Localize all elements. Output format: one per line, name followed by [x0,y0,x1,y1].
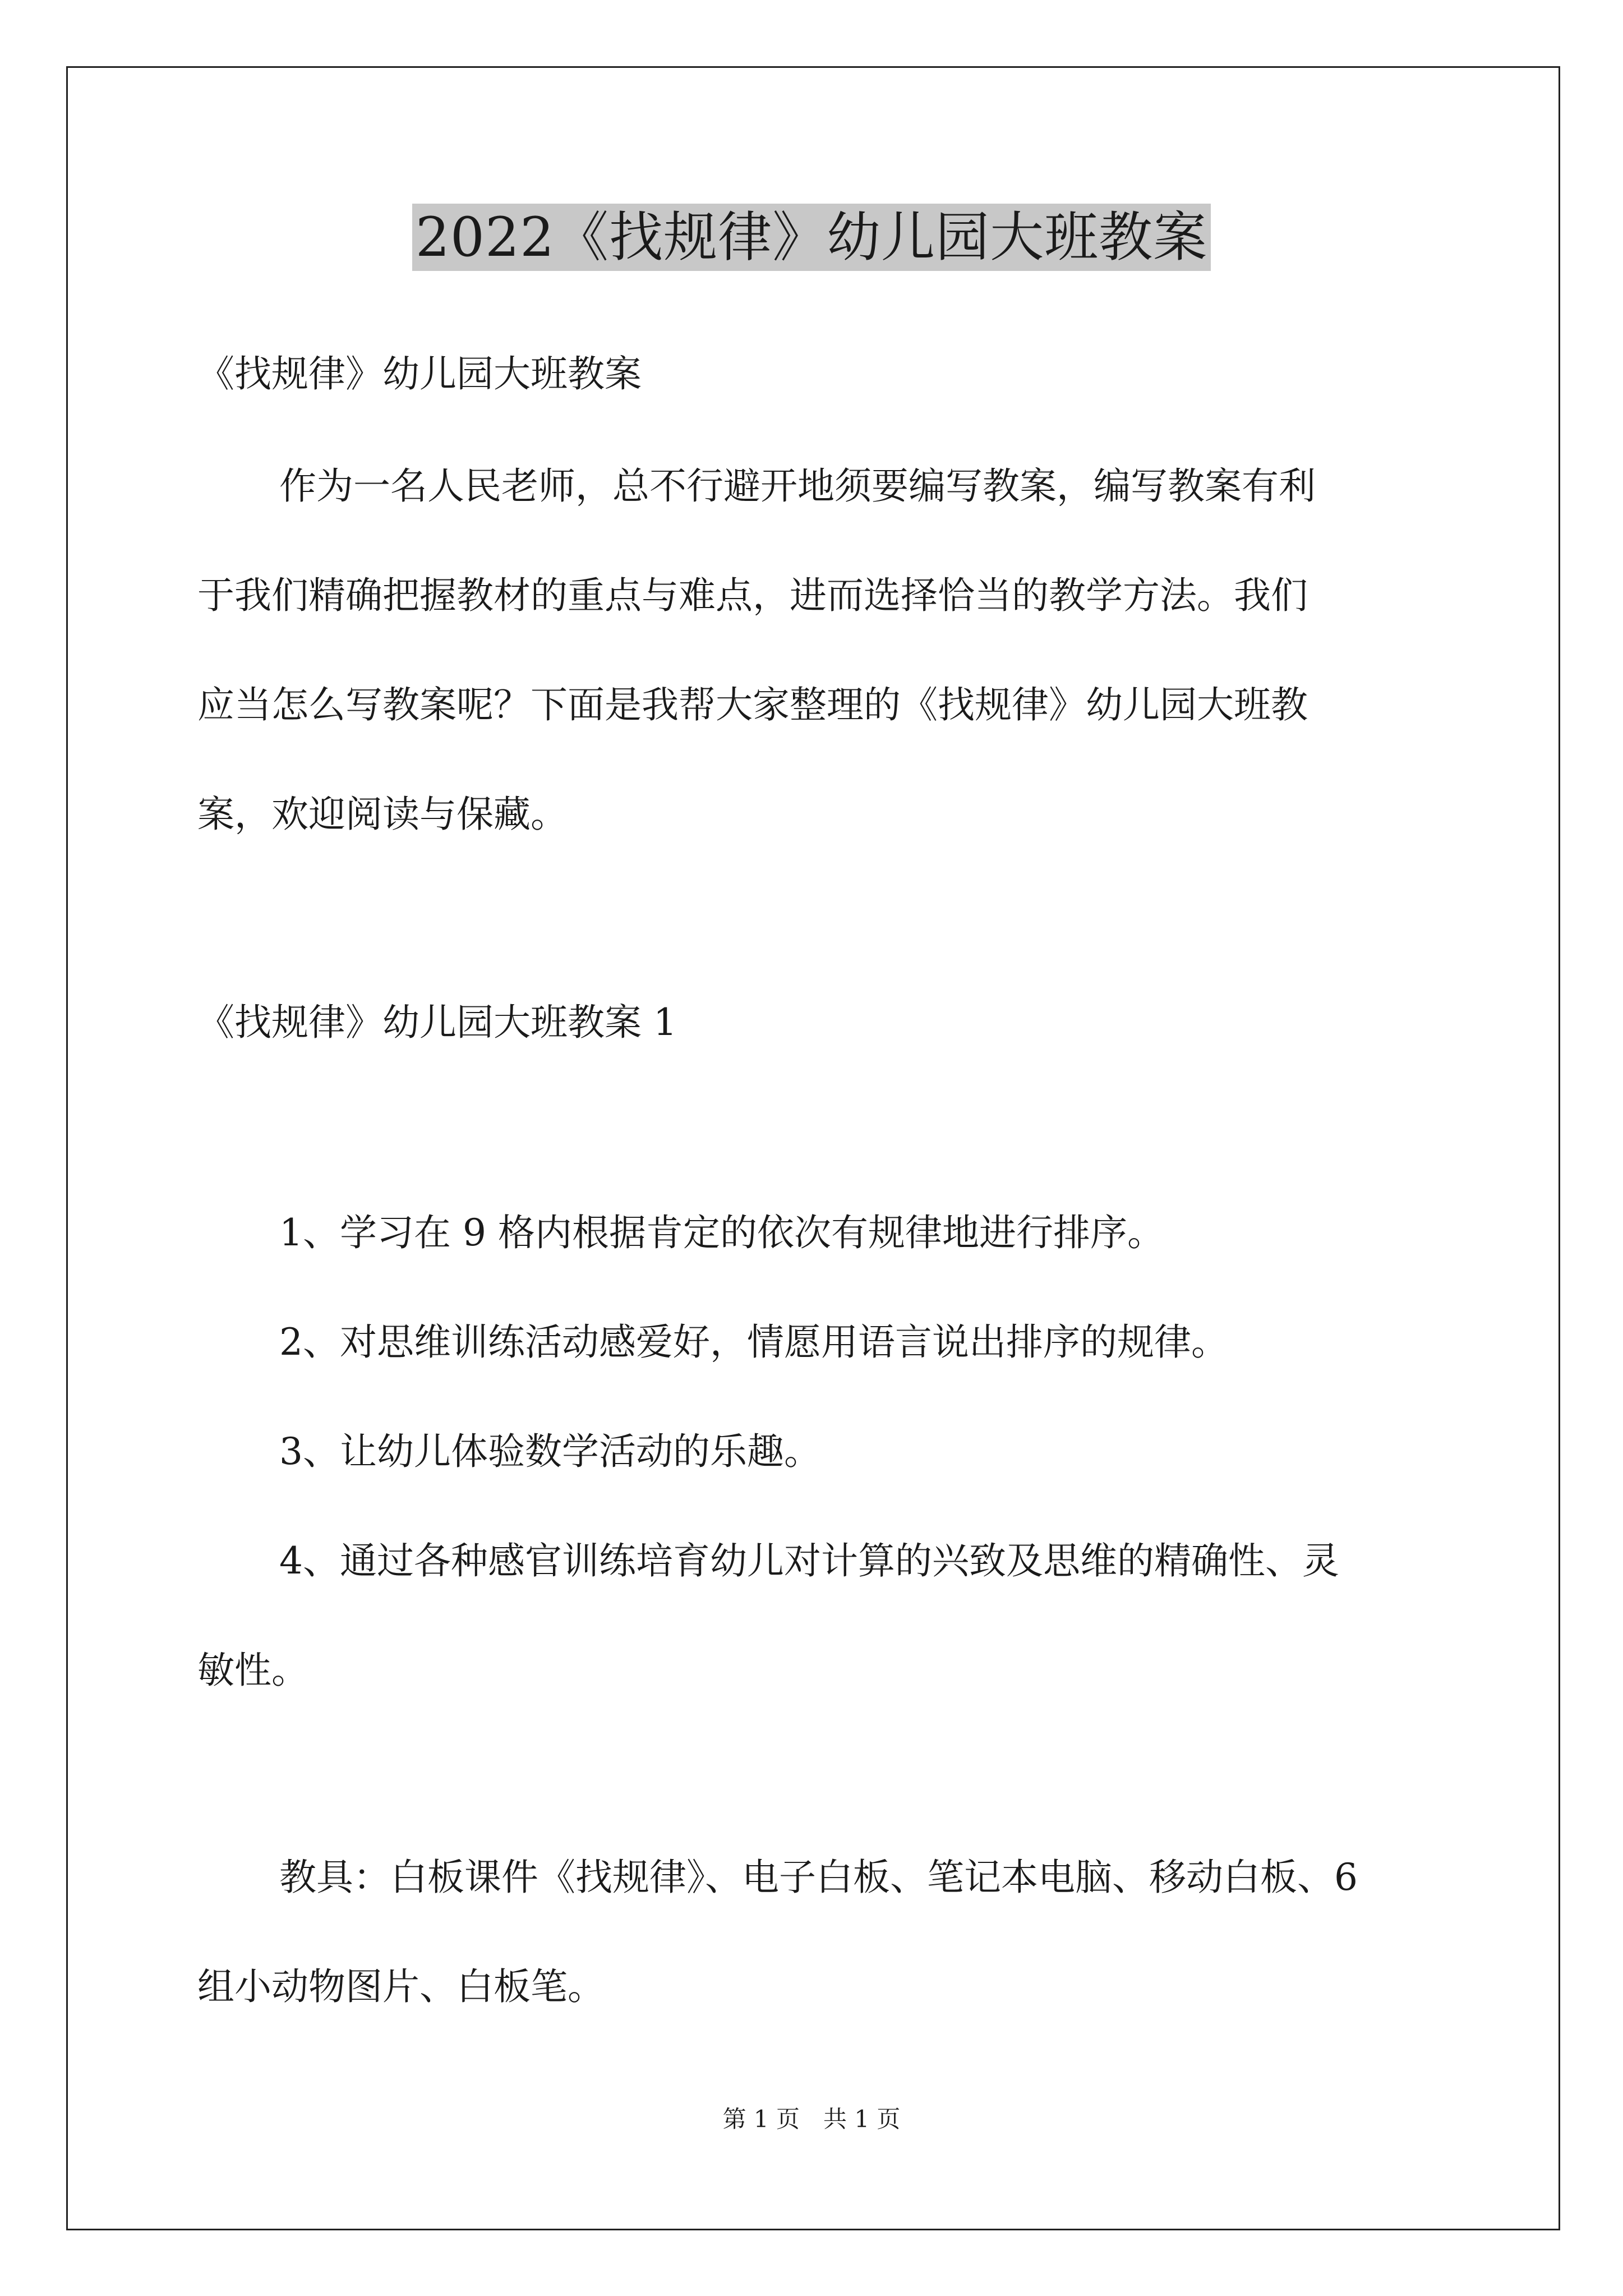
page-footer: 第 1 页 共 1 页 [722,2105,901,2133]
goal-line-3: 3、让幼儿体验数学活动的乐趣。 [279,1430,821,1473]
intro-line-2: 于我们精确把握教材的重点与难点，进而选择恰当的教学方法。我们 [197,574,1308,617]
materials-line-1: 教具：白板课件《找规律》、电子白板、笔记本电脑、移动白板、6 [279,1856,1358,1899]
section-heading: 《找规律》幼儿园大班教案 1 [197,1001,677,1044]
document-title-text: 2022《找规律》幼儿园大班教案 [412,204,1211,271]
document-title [0,201,1623,274]
goal-line-2: 2、对思维训练活动感爱好，情愿用语言说出排序的规律。 [279,1320,1228,1364]
intro-line-1: 作为一名人民老师，总不行避开地须要编写教案，编写教案有利 [279,464,1316,508]
document-subtitle: 《找规律》幼儿园大班教案 [197,352,642,395]
materials-line-2: 组小动物图片、白板笔。 [197,1965,605,2008]
goal-line-1: 1、学习在 9 格内根据肯定的依次有规律地进行排序。 [279,1211,1164,1254]
intro-line-4: 案，欢迎阅读与保藏。 [197,793,568,836]
goal-line-4: 4、通过各种感官训练培育幼儿对计算的兴致及思维的精确性、灵 [279,1539,1339,1582]
goal-line-5: 敏性。 [197,1649,308,1692]
intro-line-3: 应当怎么写教案呢？下面是我帮大家整理的《找规律》幼儿园大班教 [197,683,1308,726]
